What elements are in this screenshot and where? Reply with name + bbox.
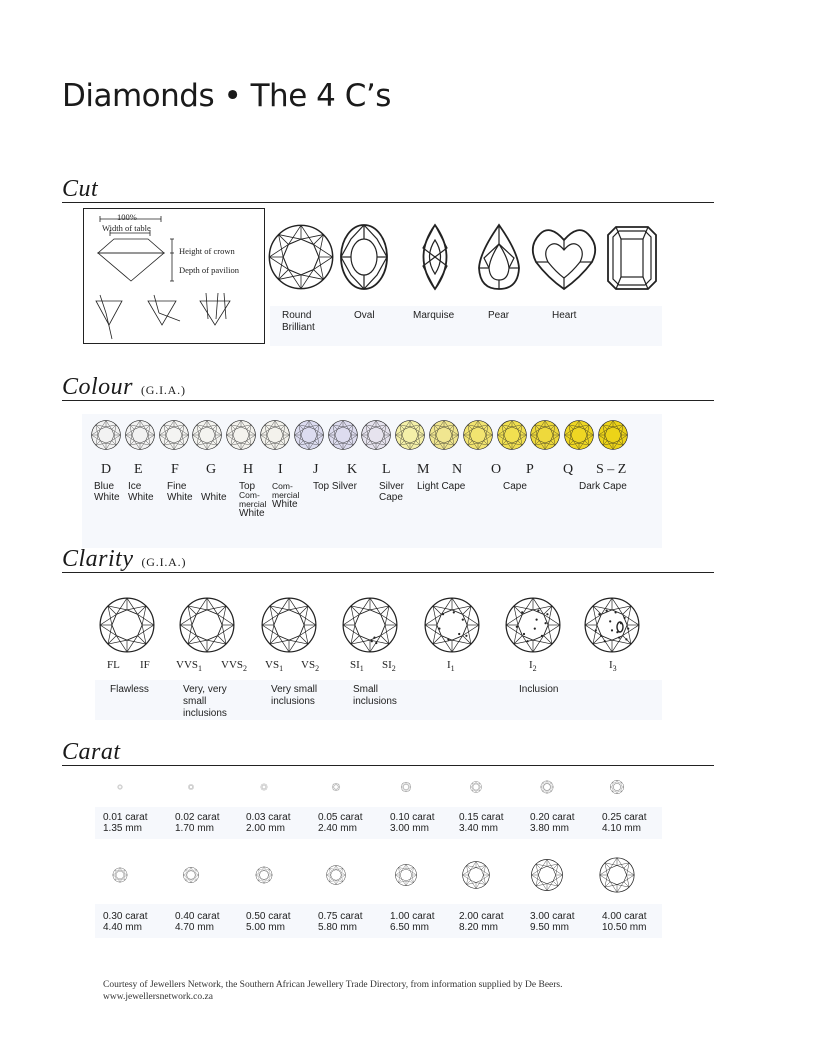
colour-name-label: White xyxy=(94,492,120,503)
clarity-grade: $VVS_2$ xyxy=(221,659,248,674)
carat-mm-label: 6.50 mm xyxy=(390,922,429,933)
cut-label-marquise: Marquise xyxy=(413,310,455,321)
clarity-grade: $I_2$ xyxy=(529,659,537,674)
carat-mm-label: 10.50 mm xyxy=(602,922,647,933)
carat-weight-label: 3.00 carat xyxy=(530,911,575,922)
clarity-grade: $I_1$ xyxy=(447,659,455,674)
carat-weight-label: 0.40 carat xyxy=(175,911,220,922)
carat-stone-0.02 xyxy=(188,784,194,790)
diagram-label-pavilion: Depth of pavilion xyxy=(179,265,239,275)
colour-name-label: Cape xyxy=(379,492,403,503)
diagram-label-table: Width of table xyxy=(102,223,151,233)
colour-name-label: Top Silver xyxy=(313,481,357,492)
colour-grade-letter: H xyxy=(243,462,254,477)
colour-grade-letter: S – Z xyxy=(596,462,627,477)
clarity-grade-subscript: 2 xyxy=(315,664,320,674)
colour-name-label: Cape xyxy=(503,481,527,492)
colour-name-label: Com- xyxy=(239,490,260,500)
diagram-label-crown: Height of crown xyxy=(179,246,235,256)
colour-grade-letter: O xyxy=(491,462,502,477)
colour-grade-letter: N xyxy=(452,462,463,477)
carat-stone-0.40 xyxy=(183,867,198,882)
clarity-label: inclusions xyxy=(353,696,397,707)
clarity-label: inclusions xyxy=(183,708,227,719)
colour-name-label: mercial xyxy=(239,499,267,509)
section-heading: Carat xyxy=(62,739,121,765)
footer-url: www.jewellersnetwork.co.za xyxy=(103,992,213,1002)
colour-name-label: Com- xyxy=(272,481,293,491)
clarity-grade-subscript: 1 xyxy=(359,664,364,674)
carat-stone-0.25 xyxy=(610,780,623,793)
carat-stone-1.00 xyxy=(395,864,416,885)
carat-mm-label: 2.00 mm xyxy=(246,823,285,834)
clarity-label: Very, very xyxy=(183,684,227,695)
colour-grade-letter: Q xyxy=(563,462,574,477)
clarity-label: Inclusion xyxy=(519,684,559,695)
colour-name-label: Blue xyxy=(94,481,115,492)
clarity-grade: $VS_1$ xyxy=(265,659,284,674)
colour-name-label: White xyxy=(239,508,265,519)
clarity-label: inclusions xyxy=(271,696,315,707)
carat-mm-label: 3.80 mm xyxy=(530,823,569,834)
carat-stone-2.00 xyxy=(463,862,490,889)
carat-weight-label: 0.50 carat xyxy=(246,911,291,922)
colour-name-label: Silver xyxy=(379,481,405,492)
colour-name-label: Top xyxy=(239,481,256,492)
clarity-grade-subscript: 2 xyxy=(532,664,537,674)
carat-weight-label: 1.00 carat xyxy=(390,911,435,922)
carat-mm-label: 4.70 mm xyxy=(175,922,214,933)
carat-weight-label: 0.75 carat xyxy=(318,911,363,922)
cut-label-heart: Heart xyxy=(552,310,577,321)
colour-grade-letter: K xyxy=(347,462,358,477)
section-subheading: (G.I.A.) xyxy=(141,555,187,569)
carat-weight-label: 0.01 carat xyxy=(103,812,148,823)
carat-mm-label: 3.00 mm xyxy=(390,823,429,834)
colour-name-label: Ice xyxy=(128,481,142,492)
clarity-grade: $I_3$ xyxy=(609,659,617,674)
clarity-grade-subscript: 1 xyxy=(279,664,284,674)
carat-stone-0.01 xyxy=(118,785,123,790)
carat-weight-label: 0.05 carat xyxy=(318,812,363,823)
clarity-grade: FL xyxy=(107,659,120,671)
carat-mm-label: 4.10 mm xyxy=(602,823,641,834)
carat-stone-0.75 xyxy=(327,866,346,885)
colour-grade-letter: M xyxy=(417,462,430,477)
carat-mm-label: 4.40 mm xyxy=(103,922,142,933)
cut-label-round-brilliant-2: Brilliant xyxy=(282,322,315,333)
cut-label-pear: Pear xyxy=(488,310,510,321)
carat-weight-label: 0.03 carat xyxy=(246,812,291,823)
carat-stone-0.05 xyxy=(332,783,340,791)
colour-grade-letter: J xyxy=(313,462,319,477)
footer-line-1: Courtesy of Jewellers Network, the Southern African Jewellery Trade Directory, from information supplied by De Beers. xyxy=(103,980,563,990)
colour-grade-letter: L xyxy=(382,462,391,477)
section-heading: Clarity xyxy=(62,546,134,572)
carat-stone-0.20 xyxy=(541,781,553,793)
colour-name-label: White xyxy=(167,492,193,503)
carat-stone-0.03 xyxy=(261,784,268,791)
clarity-grade-subscript: 3 xyxy=(612,664,617,674)
cut-label-oval: Oval xyxy=(354,310,375,321)
carat-stone-0.15 xyxy=(470,781,481,792)
colour-grade-letter: P xyxy=(526,462,534,477)
section-heading: Cut xyxy=(62,176,99,202)
carat-mm-label: 5.80 mm xyxy=(318,922,357,933)
colour-grade-letter: F xyxy=(171,462,179,477)
clarity-grade: IF xyxy=(140,659,150,671)
clarity-grade-subscript: 1 xyxy=(198,664,203,674)
carat-stone-0.30 xyxy=(113,868,127,882)
carat-mm-label: 1.35 mm xyxy=(103,823,142,834)
carat-stone-4.00 xyxy=(600,858,634,892)
clarity-grade: $SI_2$ xyxy=(382,659,396,674)
clarity-grade: $VVS_1$ xyxy=(176,659,203,674)
carat-weight-label: 0.15 carat xyxy=(459,812,504,823)
clarity-grade: $SI_1$ xyxy=(350,659,364,674)
carat-mm-label: 1.70 mm xyxy=(175,823,214,834)
colour-name-label: Dark Cape xyxy=(579,481,627,492)
section-heading: Colour xyxy=(62,374,134,400)
carat-weight-label: 4.00 carat xyxy=(602,911,647,922)
colour-name-label: Fine xyxy=(167,481,187,492)
carat-mm-label: 3.40 mm xyxy=(459,823,498,834)
colour-name-label: White xyxy=(272,499,298,510)
carat-weight-label: 2.00 carat xyxy=(459,911,504,922)
carat-mm-label: 9.50 mm xyxy=(530,922,569,933)
colour-grade-letter: E xyxy=(134,462,143,477)
carat-stone-0.50 xyxy=(256,867,272,883)
carat-weight-label: 0.20 carat xyxy=(530,812,575,823)
carat-weight-label: 0.10 carat xyxy=(390,812,435,823)
carat-weight-label: 0.30 carat xyxy=(103,911,148,922)
clarity-grade-subscript: 2 xyxy=(391,664,396,674)
colour-grade-letter: G xyxy=(206,462,217,477)
clarity-label: Very small xyxy=(271,684,318,695)
carat-mm-label: 8.20 mm xyxy=(459,922,498,933)
carat-weight-label: 0.25 carat xyxy=(602,812,647,823)
section-subheading: (G.I.A.) xyxy=(141,383,186,397)
diagram-label-pct: 100% xyxy=(117,212,137,222)
clarity-grade-subscript: 1 xyxy=(450,664,455,674)
colour-grade-letter: I xyxy=(278,462,283,477)
footer-credit xyxy=(103,979,563,1003)
carat-weight-label: 0.02 carat xyxy=(175,812,220,823)
clarity-grade: $VS_2$ xyxy=(301,659,320,674)
clarity-label: Small xyxy=(353,684,379,695)
colour-name-label: mercial xyxy=(272,490,300,500)
colour-grade-letter: D xyxy=(101,462,112,477)
colour-name-label: White xyxy=(128,492,154,503)
carat-mm-label: 5.00 mm xyxy=(246,922,285,933)
clarity-grade-subscript: 2 xyxy=(243,664,248,674)
colour-name-label: Light Cape xyxy=(417,481,466,492)
carat-stone-0.10 xyxy=(401,782,411,792)
cut-label-round-brilliant: Round xyxy=(282,310,312,321)
clarity-label: small xyxy=(183,696,207,707)
carat-stone-3.00 xyxy=(531,859,562,890)
page-title: Diamonds • The 4 C’s xyxy=(62,78,391,114)
carat-mm-label: 2.40 mm xyxy=(318,823,357,834)
colour-name-label: White xyxy=(201,492,227,503)
clarity-label: Flawless xyxy=(110,684,149,695)
